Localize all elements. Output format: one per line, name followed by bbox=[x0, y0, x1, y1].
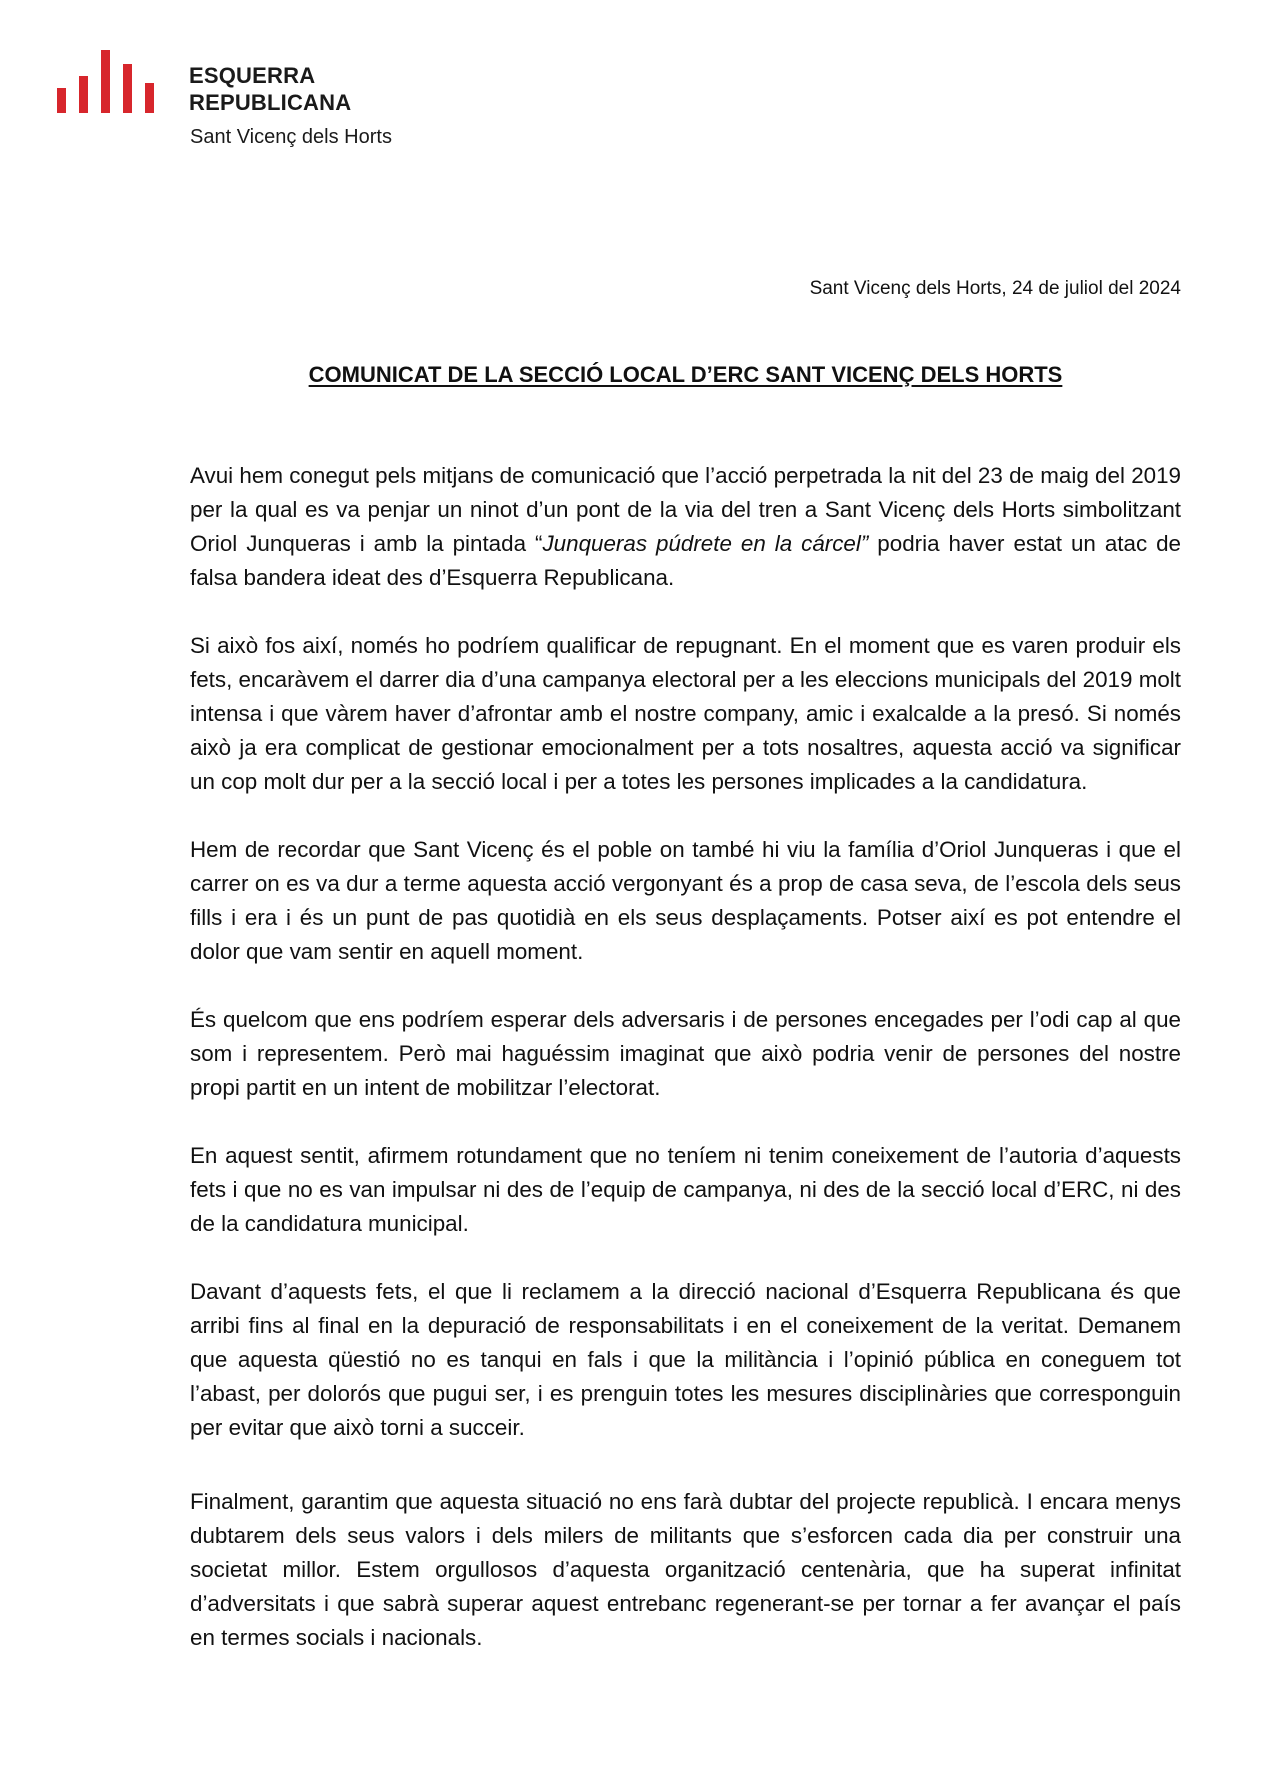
paragraph-1-italic: Junqueras púdrete en la cárcel” bbox=[542, 531, 869, 556]
org-name-line-2: REPUBLICANA bbox=[189, 90, 352, 115]
document-title: COMUNICAT DE LA SECCIÓ LOCAL D’ERC SANT VICENÇ DELS HORTS bbox=[308, 362, 1063, 387]
logo-bar-3 bbox=[101, 50, 110, 113]
paragraph-1-text-b: podria haver estat un atac de falsa bandera ideat des d’Esquerra Republicana. bbox=[190, 531, 1182, 590]
paragraph-1 bbox=[190, 459, 1181, 595]
logo-bar-2 bbox=[79, 76, 88, 113]
document-date: Sant Vicenç dels Horts, 24 de juliol del 2024 bbox=[809, 278, 1181, 299]
paragraph-1-text-a: Avui hem conegut pels mitjans de comunicació que l’acció perpetrada la nit del 23 de maig del 2019 per la qual es va penjar un ninot d’un pont de la via del tren a Sant Vicenç dels Horts simbolitzant Oriol Junqueras i amb la pintada “ bbox=[190, 463, 1181, 556]
paragraph-6: Davant d’aquests fets, el que li reclamem a la direcció nacional d’Esquerra Republicana és que arribi fins al final en la depuració de responsabilitats i en el coneixement de la veritat. Demanem que aquesta qüestió no es tanqui en fals i que la militància i l’opinió pública en coneguem tot l’abast, per dolorós que pugui ser, i es prenguin totes les mesures disciplinàries que corresponguin per evitar que això torni a succeir. bbox=[190, 1279, 1181, 1440]
logo-bar-5 bbox=[145, 83, 154, 113]
logo-bar-4 bbox=[123, 64, 132, 113]
logo-bar-1 bbox=[57, 88, 66, 113]
local-section-name: Sant Vicenç dels Horts bbox=[190, 126, 392, 148]
paragraph-4: És quelcom que ens podríem esperar dels adversaris i de persones encegades per l’odi cap al que som i representem. Però mai haguéssim imaginat que això podria venir de persones del nostre propi partit en un intent de mobilitzar l’electorat. bbox=[190, 1007, 1181, 1100]
erc-logo-icon bbox=[57, 50, 163, 113]
paragraph-2: Si això fos així, només ho podríem qualificar de repugnant. En el moment que es varen produir els fets, encaràvem el darrer dia d’una campanya electoral per a les eleccions municipals del 2019 molt intensa i que vàrem haver d’afrontar amb el nostre company, amic i exalcalde a la presó. Si només això ja era complicat de gestionar emocionalment per a tots nosaltres, aquesta acció va significar un cop molt dur per a la secció local i per a totes les persones implicades a la candidatura. bbox=[190, 633, 1181, 794]
organization-name bbox=[189, 62, 351, 116]
document-body bbox=[190, 459, 1181, 1689]
paragraph-7: Finalment, garantim que aquesta situació no ens farà dubtar del projecte republicà. I encara menys dubtarem dels seus valors i dels milers de militants que s’esforcen cada dia per construir una societat millor. Estem orgullosos d’aquesta organització centenària, que ha superat infinitat d’adversitats i que sabrà superar aquest entrebanc regenerant-se per tornar a fer avançar el país en termes socials i nacionals. bbox=[190, 1489, 1181, 1650]
paragraph-5: En aquest sentit, afirmem rotundament que no teníem ni tenim coneixement de l’autoria d’aquests fets i que no es van impulsar ni des de l’equip de campanya, ni des de la secció local d’ERC, ni des de la candidatura municipal. bbox=[190, 1143, 1181, 1236]
org-name-line-1: ESQUERRA bbox=[189, 63, 316, 88]
paragraph-3: Hem de recordar que Sant Vicenç és el poble on també hi viu la família d’Oriol Junqueras i que el carrer on es va dur a terme aquesta acció vergonyant és a prop de casa seva, de l’escola dels seus fills i era i és un punt de pas quotidià en els seus desplaçaments. Potser així es pot entendre el dolor que vam sentir en aquell moment. bbox=[190, 837, 1181, 964]
